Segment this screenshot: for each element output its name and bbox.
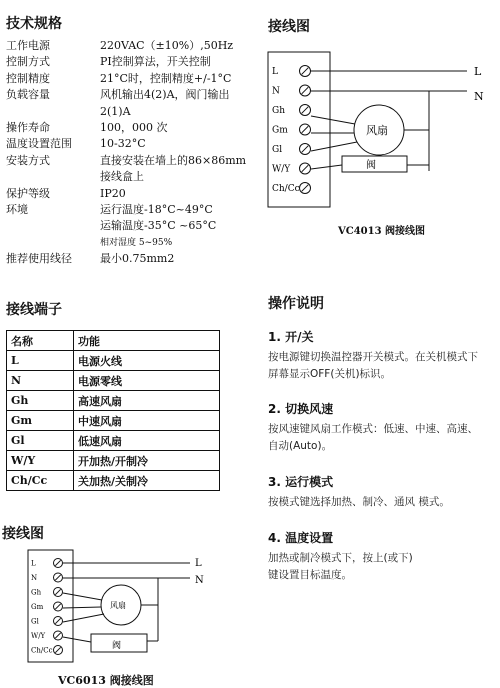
spec-key: 保护等级 [6, 186, 50, 200]
terminal-label: N [31, 573, 38, 582]
terminal-label: Gm [31, 602, 44, 611]
spec-row [6, 120, 261, 136]
spec-key: 工作电源 [6, 39, 50, 52]
spec-key: 控制方式 [6, 55, 50, 69]
terminal-name: Gm [7, 411, 74, 431]
terminal-function: 高速风扇 [74, 391, 220, 411]
spec-value: 10-32°C [100, 137, 146, 151]
terminal-label: Ch/Cc [272, 184, 300, 195]
fan-label: 风扇 [366, 124, 388, 137]
terminal-label: Gh [272, 106, 285, 117]
wire-N-label: N [195, 575, 204, 586]
wire-L-label: L [195, 558, 202, 569]
table-row [7, 351, 220, 371]
terminal-name: Gh [7, 391, 74, 411]
spec-key: 安装方式 [6, 153, 50, 167]
spec-key: 负载容量 [6, 88, 50, 102]
spec-value: 运输温度-35°C ~65°C [100, 219, 217, 233]
spec-value: 直接安装在墙上的86×86mm [100, 153, 247, 167]
spec-value: 相对湿度 5~95% [100, 237, 173, 248]
terminal-label: W/Y [272, 164, 291, 175]
spec-key: 温度设置范围 [6, 137, 72, 151]
spec-row [6, 202, 261, 218]
specs-list [6, 38, 261, 268]
spec-row [6, 153, 261, 169]
table-row [7, 371, 220, 391]
section-line: 键设置目标温度。 [268, 569, 352, 581]
valve-label: 阀 [112, 641, 122, 651]
terminal-label: Gl [272, 145, 283, 156]
spec-row [6, 186, 261, 202]
terminal-name: W/Y [7, 451, 74, 471]
fan-label: 风扇 [110, 601, 126, 610]
terminal-label: L [31, 559, 36, 568]
spec-row [6, 87, 261, 103]
terminal-function: 电源零线 [74, 371, 220, 391]
terminal-name: L [7, 351, 74, 371]
section-line: 自动(Auto)。 [268, 440, 333, 452]
wiring-bottom-caption: VC6013 阀接线图 [58, 674, 154, 687]
table-row [7, 471, 220, 491]
spec-row [6, 54, 261, 70]
operation-title: 操作说明 [268, 296, 324, 312]
terminals-table [6, 330, 220, 491]
section-line: 按风速键风扇工作模式：低速、中速、高速、 [268, 423, 478, 435]
valve-label: 阀 [366, 160, 376, 171]
spec-row [6, 38, 261, 54]
spec-value: IP20 [100, 186, 126, 200]
table-header-cell: 名称 [7, 331, 74, 351]
spec-value: 2(1)A [100, 104, 131, 118]
terminal-name: N [7, 371, 74, 391]
section-title: 1. 开/关 [268, 330, 314, 344]
operation-section-4 [268, 530, 500, 584]
wiring-bottom-diagram [25, 548, 235, 668]
spec-value: 最小0.75mm2 [100, 252, 175, 266]
spec-key [6, 104, 100, 120]
table-header-cell: 功能 [74, 331, 220, 351]
terminal-function: 低速风扇 [74, 431, 220, 451]
section-title: 2. 切换风速 [268, 402, 334, 416]
spec-key: 环境 [6, 203, 28, 217]
terminal-label: Gl [31, 617, 39, 626]
section-title: 4. 温度设置 [268, 531, 334, 545]
spec-key: 推荐使用线径 [6, 252, 72, 266]
table-row [7, 431, 220, 451]
operation-section-2 [268, 401, 500, 455]
section-line: 按电源键切换温控器开关模式。在关机模式下 [268, 351, 478, 363]
terminals-title: 接线端子 [6, 302, 62, 318]
spec-row [6, 136, 261, 152]
wire-N-label: N [474, 90, 484, 103]
terminal-label: N [272, 86, 280, 97]
spec-value: 21°C时，控制精度+/-1°C [100, 71, 232, 85]
spec-row [6, 218, 261, 234]
terminal-label: Gm [272, 125, 288, 136]
operation-section-1 [268, 329, 500, 383]
terminal-function: 关加热/关制冷 [74, 471, 220, 491]
table-row [7, 411, 220, 431]
spec-value: PI控制算法，开关控制 [100, 55, 211, 69]
wiring-bottom-title: 接线图 [2, 526, 44, 542]
spec-key: 控制精度 [6, 71, 50, 85]
spec-value: 100，000 次 [100, 121, 168, 135]
spec-key: 操作寿命 [6, 121, 50, 135]
section-title: 3. 运行模式 [268, 475, 334, 489]
spec-key [6, 235, 100, 251]
spec-value: 风机输出4(2)A，阀门输出 [100, 88, 230, 102]
wiring-top-caption: VC4013 阀接线图 [338, 226, 426, 237]
terminal-label: L [272, 67, 278, 78]
spec-value: 接线盒上 [100, 170, 144, 184]
wiring-top-diagram [262, 38, 500, 238]
terminal-function: 中速风扇 [74, 411, 220, 431]
spec-key [6, 218, 100, 234]
terminal-function: 电源火线 [74, 351, 220, 371]
table-row [7, 391, 220, 411]
spec-value: 220VAC（±10%）,50Hz [100, 39, 234, 52]
terminal-label: Ch/Cc [31, 646, 53, 655]
operation-section-3 [268, 474, 500, 511]
terminal-label: Gh [31, 588, 42, 597]
spec-row [6, 235, 261, 251]
terminal-name: Gl [7, 431, 74, 451]
wire-L-label: L [474, 65, 482, 78]
spec-value: 运行温度-18°C~49°C [100, 203, 213, 217]
spec-row [6, 104, 261, 120]
table-row [7, 451, 220, 471]
table-header-row [7, 331, 220, 351]
specs-title: 技术规格 [6, 16, 62, 32]
spec-key [6, 169, 100, 185]
terminal-label: W/Y [31, 631, 46, 640]
spec-row [6, 251, 261, 267]
terminal-name: Ch/Cc [7, 471, 74, 491]
terminal-function: 开加热/开制冷 [74, 451, 220, 471]
section-line: 按模式键选择加热、制冷、通风 模式。 [268, 496, 450, 508]
section-line: 屏幕显示OFF(关机)标识。 [268, 368, 392, 380]
section-line: 加热或制冷模式下，按上(或下) [268, 552, 413, 564]
wiring-top-title: 接线图 [268, 19, 310, 35]
spec-row [6, 169, 261, 185]
spec-row [6, 71, 261, 87]
